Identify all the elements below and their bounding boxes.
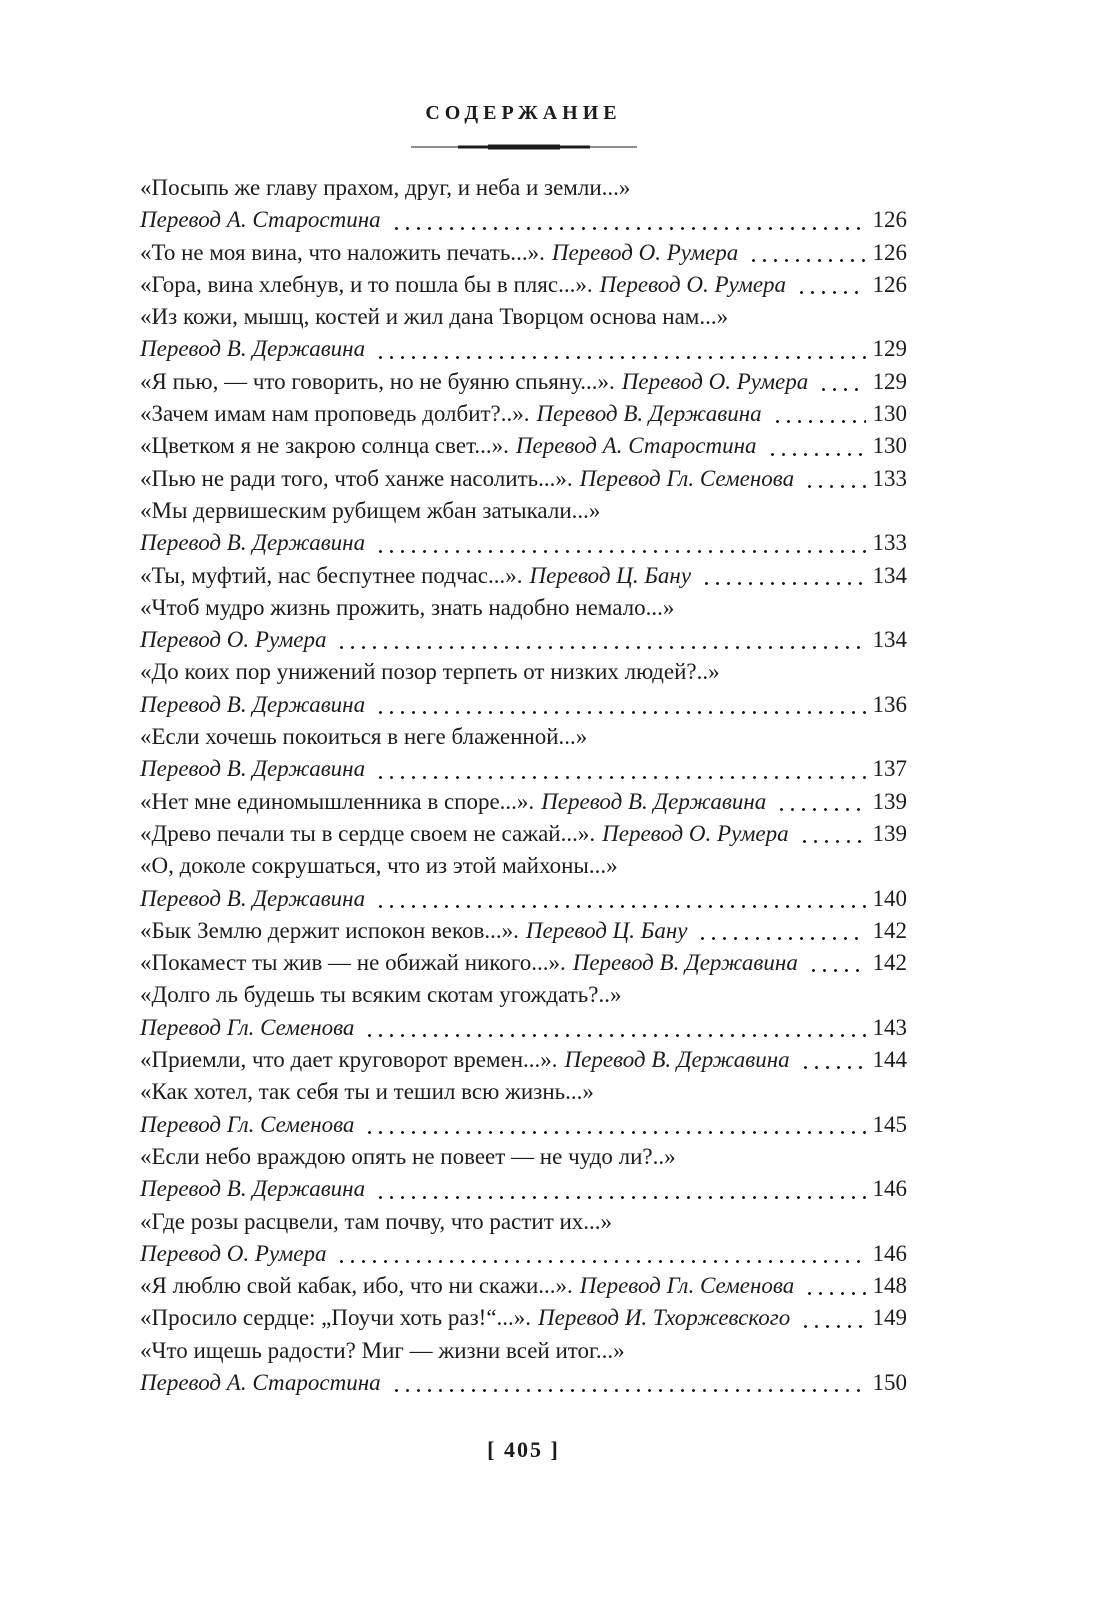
toc-entry bbox=[140, 1302, 907, 1334]
entry-translator-line bbox=[140, 1012, 907, 1044]
entry-page-number: 133 bbox=[872, 465, 907, 491]
entry-translator: Перевод О. Румера bbox=[621, 368, 809, 394]
entry-translator: Перевод Гл. Семенова bbox=[579, 465, 795, 491]
entry-quote: «Древо печали ты в сердце своем не сажай...». bbox=[140, 820, 596, 846]
entry-translator: Перевод В. Державина bbox=[140, 885, 366, 911]
entry-quote: «Нет мне единомышленника в споре...». bbox=[140, 788, 535, 814]
entry-page-number: 146 bbox=[872, 1240, 907, 1266]
entry-translator: Перевод В. Державина bbox=[140, 691, 366, 717]
toc-entry bbox=[140, 721, 907, 786]
dot-leader bbox=[391, 1389, 866, 1392]
entry-quote-line bbox=[140, 301, 907, 333]
toc-entry bbox=[140, 1270, 907, 1302]
entry-translator: Перевод В. Державина bbox=[140, 1176, 366, 1202]
entry-translator: Перевод В. Державина bbox=[140, 530, 366, 556]
divider-thick-rule bbox=[488, 144, 560, 149]
dot-leader bbox=[364, 1131, 865, 1134]
toc-entry bbox=[140, 1206, 907, 1271]
entry-page-number: 129 bbox=[872, 336, 907, 362]
entry-translator: Перевод Гл. Семенова bbox=[579, 1273, 795, 1299]
entry-translator: Перевод В. Державина bbox=[140, 756, 366, 782]
entry-page-number: 140 bbox=[872, 885, 907, 911]
entry-page-number: 148 bbox=[872, 1273, 907, 1299]
dot-leader bbox=[375, 711, 865, 714]
toc-entry bbox=[140, 1141, 907, 1206]
dot-leader bbox=[375, 1196, 865, 1199]
toc-entry bbox=[140, 850, 907, 915]
toc-entry bbox=[140, 560, 907, 592]
entry-page-number: 143 bbox=[872, 1014, 907, 1040]
entry-quote: «О, доколе сокрушаться, что из этой майхоны...» bbox=[140, 853, 618, 879]
entry-quote-line bbox=[140, 979, 907, 1011]
entry-translator: Перевод А. Старостина bbox=[140, 207, 381, 233]
dot-leader bbox=[391, 227, 866, 230]
entry-quote: «Если небо враждою опять не повеет — не чудо ли?..» bbox=[140, 1143, 676, 1169]
folio-page-number: [ 405 ] bbox=[487, 1437, 560, 1462]
entry-quote-line bbox=[140, 850, 907, 882]
entry-page-number: 134 bbox=[872, 627, 907, 653]
toc-entry bbox=[140, 818, 907, 850]
entry-quote: «До коих пор унижений позор терпеть от низких людей?..» bbox=[140, 659, 720, 685]
toc-entry bbox=[140, 366, 907, 398]
entry-translator: Перевод А. Старостина bbox=[515, 433, 757, 459]
entry-page-number: 150 bbox=[872, 1369, 907, 1395]
entry-translator: Перевод Гл. Семенова bbox=[140, 1014, 355, 1040]
entry-line bbox=[140, 915, 907, 947]
entry-translator: Перевод Гл. Семенова bbox=[140, 1111, 355, 1137]
entry-translator-line bbox=[140, 1173, 907, 1205]
toc-entry bbox=[140, 495, 907, 560]
entry-quote-line bbox=[140, 172, 907, 204]
entry-quote: «Пью не ради того, чтоб ханже насолить...». bbox=[140, 465, 573, 491]
dot-leader bbox=[748, 259, 865, 262]
entry-quote: «Долго ль будешь ты всяким скотам угождать?..» bbox=[140, 982, 622, 1008]
entry-line bbox=[140, 366, 907, 398]
entry-page-number: 134 bbox=[872, 562, 907, 588]
dot-leader bbox=[776, 808, 865, 811]
entry-translator: Перевод Ц. Бану bbox=[525, 917, 688, 943]
entry-translator: Перевод О. Румера bbox=[602, 820, 789, 846]
entry-translator: Перевод А. Старостина bbox=[140, 1369, 381, 1395]
entry-quote: «Посыпь же главу прахом, друг, и неба и земли...» bbox=[140, 175, 631, 200]
entry-quote: «Цветком я не закрою солнца свет...». bbox=[140, 433, 509, 459]
entry-page-number: 126 bbox=[872, 239, 907, 265]
entry-line bbox=[140, 947, 907, 979]
toc-entry bbox=[140, 1335, 907, 1400]
divider-ornament bbox=[411, 144, 637, 149]
entry-translator-line bbox=[140, 1109, 907, 1141]
entry-quote: «Если хочешь покоиться в неге блаженной...» bbox=[140, 724, 588, 750]
dot-leader bbox=[767, 453, 866, 456]
entry-translator: Перевод В. Державина bbox=[140, 336, 366, 362]
entry-quote: «Где розы расцвели, там почву, что растит их...» bbox=[140, 1208, 613, 1234]
entry-quote: «То не моя вина, что наложить печать...». bbox=[140, 239, 545, 265]
entry-page-number: 139 bbox=[872, 820, 907, 846]
dot-leader bbox=[804, 1292, 865, 1295]
toc-entry bbox=[140, 1076, 907, 1141]
entry-quote-line bbox=[140, 1206, 907, 1238]
entry-quote: «Ты, муфтий, нас беспутнее подчас...». bbox=[140, 562, 523, 588]
toc-entry bbox=[140, 656, 907, 721]
entry-line bbox=[140, 560, 907, 592]
entry-translator-line bbox=[140, 204, 907, 236]
entry-page-number: 129 bbox=[872, 368, 907, 394]
entry-quote: «Просило сердце: „Поучи хоть раз!“...». bbox=[140, 1305, 532, 1331]
page-title: СОДЕРЖАНИЕ bbox=[425, 102, 622, 124]
entry-quote: «Из кожи, мышц, костей и жил дана Творцом основа нам...» bbox=[140, 304, 729, 330]
entry-quote: «Покамест ты жив — не обижай никого...». bbox=[140, 950, 566, 976]
entry-translator: Перевод О. Румера bbox=[599, 271, 787, 297]
toc-entry bbox=[140, 172, 907, 237]
entry-quote: «Я пью, — что говорить, но не буяню спьяну...». bbox=[140, 368, 615, 394]
entry-quote: «Приемли, что дает круговорот времен...». bbox=[140, 1047, 558, 1073]
entry-translator-line bbox=[140, 689, 907, 721]
dot-leader bbox=[375, 905, 865, 908]
entry-quote-line bbox=[140, 1335, 907, 1367]
entry-line bbox=[140, 786, 907, 818]
entry-page-number: 142 bbox=[872, 950, 907, 976]
entry-page-number: 139 bbox=[872, 788, 907, 814]
dot-leader bbox=[799, 840, 866, 843]
entry-translator: Перевод О. Румера bbox=[551, 239, 739, 265]
entry-line bbox=[140, 463, 907, 495]
dot-leader bbox=[808, 969, 866, 972]
entry-quote: «Бык Землю держит испокон веков...». bbox=[140, 917, 519, 943]
dot-leader bbox=[804, 485, 865, 488]
entry-page-number: 130 bbox=[872, 433, 907, 459]
dot-leader bbox=[818, 388, 865, 391]
entry-line bbox=[140, 398, 907, 430]
entry-quote: «Чтоб мудро жизнь прожить, знать надобно немало...» bbox=[140, 594, 675, 620]
entry-line bbox=[140, 1044, 907, 1076]
toc-entry bbox=[140, 237, 907, 269]
entry-quote: «Зачем имам нам проповедь долбит?..». bbox=[140, 401, 530, 427]
entry-line bbox=[140, 269, 907, 301]
dot-leader bbox=[772, 420, 866, 423]
entry-page-number: 136 bbox=[872, 691, 907, 717]
dot-leader bbox=[796, 291, 865, 294]
toc-entry bbox=[140, 947, 907, 979]
entry-translator-line bbox=[140, 753, 907, 785]
entry-quote-line bbox=[140, 1141, 907, 1173]
toc-entry bbox=[140, 592, 907, 657]
entry-page-number: 142 bbox=[872, 917, 907, 943]
toc-entry bbox=[140, 786, 907, 818]
entry-page-number: 149 bbox=[872, 1305, 907, 1331]
entry-translator: Перевод И. Тхоржевского bbox=[538, 1305, 791, 1331]
dot-leader bbox=[701, 582, 865, 585]
dot-leader bbox=[375, 776, 865, 779]
dot-leader bbox=[697, 937, 865, 940]
dot-leader bbox=[336, 1260, 865, 1263]
entry-translator: Перевод В. Державина bbox=[536, 401, 762, 427]
entry-quote: «Я люблю свой кабак, ибо, что ни скажи...». bbox=[140, 1273, 573, 1299]
entry-quote: «Что ищешь радости? Миг — жизни всей итог...» bbox=[140, 1337, 625, 1363]
entry-line bbox=[140, 430, 907, 462]
entry-translator-line bbox=[140, 1367, 907, 1399]
entry-translator: Перевод В. Державина bbox=[541, 788, 767, 814]
toc-entry bbox=[140, 463, 907, 495]
entry-translator: Перевод Ц. Бану bbox=[529, 562, 692, 588]
entry-quote-line bbox=[140, 721, 907, 753]
toc-entry bbox=[140, 301, 907, 366]
dot-leader bbox=[336, 646, 865, 649]
entry-translator: Перевод О. Румера bbox=[140, 627, 327, 653]
dot-leader bbox=[375, 550, 865, 553]
entry-page-number: 145 bbox=[872, 1111, 907, 1137]
entry-page-number: 137 bbox=[872, 756, 907, 782]
entry-translator: Перевод В. Державина bbox=[572, 950, 798, 976]
entry-translator: Перевод В. Державина bbox=[564, 1047, 790, 1073]
entry-quote: «Мы дервишеским рубищем жбан затыкали...» bbox=[140, 497, 601, 523]
entry-line bbox=[140, 818, 907, 850]
entry-translator-line bbox=[140, 624, 907, 656]
toc-entry bbox=[140, 1044, 907, 1076]
entry-page-number: 126 bbox=[872, 207, 907, 233]
entry-translator-line bbox=[140, 527, 907, 559]
entry-quote-line bbox=[140, 495, 907, 527]
toc-entry bbox=[140, 915, 907, 947]
entry-quote: «Как хотел, так себя ты и тешил всю жизнь...» bbox=[140, 1079, 594, 1105]
toc-entry bbox=[140, 979, 907, 1044]
entry-translator-line bbox=[140, 883, 907, 915]
entry-quote-line bbox=[140, 1076, 907, 1108]
entry-quote-line bbox=[140, 656, 907, 688]
dot-leader bbox=[375, 356, 865, 359]
entry-quote-line bbox=[140, 592, 907, 624]
page-content bbox=[140, 0, 907, 1462]
dot-leader bbox=[800, 1066, 866, 1069]
entry-translator-line bbox=[140, 333, 907, 365]
entry-page-number: 133 bbox=[872, 530, 907, 556]
toc-entry bbox=[140, 398, 907, 430]
dot-leader bbox=[364, 1034, 865, 1037]
entry-line bbox=[140, 1270, 907, 1302]
entry-page-number: 126 bbox=[872, 271, 907, 297]
toc-entry bbox=[140, 269, 907, 301]
toc-list bbox=[140, 172, 907, 1399]
entry-quote: «Гора, вина хлебнув, и то пошла бы в пляс...». bbox=[140, 271, 593, 297]
toc-entry bbox=[140, 430, 907, 462]
entry-page-number: 130 bbox=[872, 401, 907, 427]
entry-translator: Перевод О. Румера bbox=[140, 1240, 327, 1266]
entry-translator-line bbox=[140, 1238, 907, 1270]
entry-line bbox=[140, 237, 907, 269]
dot-leader bbox=[800, 1325, 865, 1328]
entry-line bbox=[140, 1302, 907, 1334]
entry-page-number: 146 bbox=[872, 1176, 907, 1202]
entry-page-number: 144 bbox=[872, 1047, 907, 1073]
